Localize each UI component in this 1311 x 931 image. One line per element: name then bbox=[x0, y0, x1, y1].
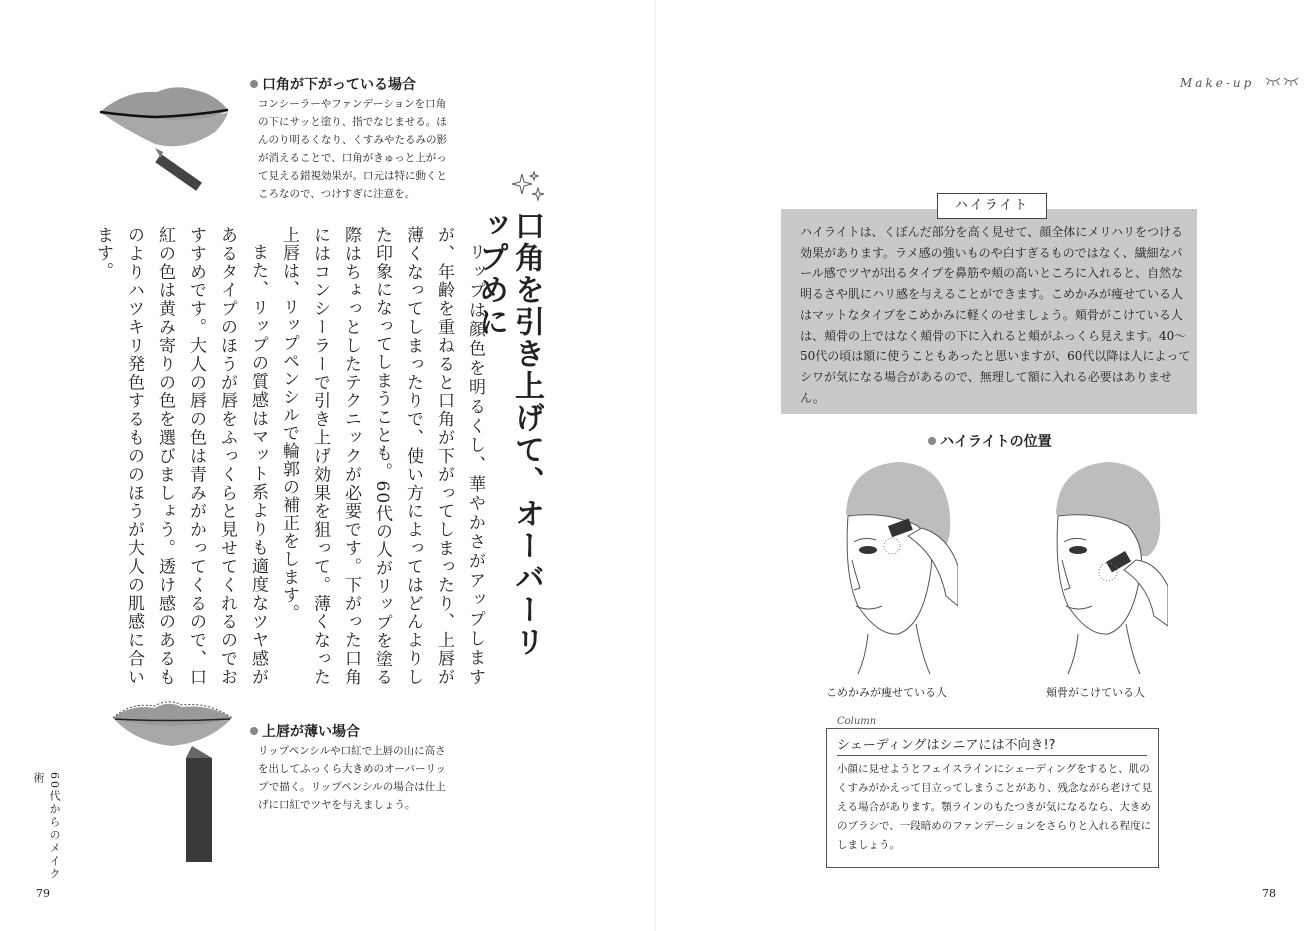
page-number-left: 79 bbox=[36, 887, 50, 900]
makeup-header: Make-up bbox=[1180, 76, 1255, 90]
column-divider bbox=[837, 755, 1147, 756]
lips-illustration-overlip bbox=[110, 700, 240, 865]
column-body: 小顔に見せようとフェイスラインにシェーディングをすると、肌のくすみがかえって目立ってしまうことがあり、残念ながら老けて見える場合があります。顎ラインのもたつきが気になるなら、大きめのブラシで、一段暗めのファンデーションをさらりと入れる程度にしましょう。 bbox=[837, 763, 1152, 851]
highlight-body: ハイライトは、くぼんだ部分を高く見せて、顔全体にメリハリをつける効果があります。ラメ感の強いものや白すぎるものではなく、繊細なパール感でツヤが出るタイプを鼻筋や頬の高いところに入れると、自然な明るさや肌にハリ感を与えることができます。こめかみが痩せている人はマットなタイプをこめかみに軽くのせましょう。頬骨がこけている人は、頬骨の上ではなく頬骨の下に入れると頬がふっくら見えます。40〜50代の頃は額に使うこともあったと思いますが、60代以降は人によってシワが気になる場合があるので、無理して額に入れる必要はありません。 bbox=[800, 225, 1191, 405]
body-paragraph-2: また、リップの質感はマット系よりも適度なツヤ感があるタイプのほうが唇をふっくらと見せてくれるのでおすすめです。大人の唇の色は青みがかってくるので、口紅の色は黄み寄りの色を選びましょう。透け感のあるものよりハツキリ発色するもののほうが大人の肌感に合います。 bbox=[93, 226, 268, 687]
column-tag: Column bbox=[833, 716, 880, 727]
main-title: 口角を引き上げて、オーバーリップめに bbox=[473, 210, 544, 658]
bullet-icon bbox=[250, 80, 258, 88]
face-illustration-temple bbox=[818, 456, 958, 676]
eyelash-icon bbox=[1264, 72, 1300, 88]
main-body bbox=[93, 226, 490, 687]
face-caption-1: こめかみが痩せている人 bbox=[826, 686, 947, 699]
tip2-body: リップペンシルや口紅で上唇の山に高さを出してふっくら大きめのオーバーリップで描く。リップペンシルの場合は仕上げに口紅でツヤを与えましょう。 bbox=[258, 745, 447, 811]
bullet-icon bbox=[250, 727, 258, 735]
side-label: 60代からのメイク術 bbox=[32, 772, 61, 881]
tip2-title: 上唇が薄い場合 bbox=[250, 721, 360, 741]
tip1-title: 口角が下がっている場合 bbox=[250, 74, 416, 94]
face-illustration-cheekbone bbox=[1028, 456, 1168, 676]
highlight-label: ハイライト bbox=[937, 193, 1047, 219]
bullet-icon bbox=[928, 437, 936, 445]
sparkle-icon bbox=[510, 170, 550, 206]
lips-illustration-corner-down bbox=[95, 82, 245, 192]
column-title: シェーディングはシニアには不向き!? bbox=[837, 738, 1056, 753]
position-title: ハイライトの位置 bbox=[928, 431, 1052, 451]
page-gutter bbox=[655, 0, 656, 931]
face-caption-2: 頬骨がこけている人 bbox=[1046, 686, 1145, 699]
body-paragraph-1: リップは顔色を明るくし、華やかさがアップしますが、年齢を重ねると口角が下がってしまったり、上唇が薄くなってしまったりで、使い方によってはどんよりした印象になってしまうことも。60代の人がリップを塗る際はちょっとしたテクニックが必要です。下がった口角にはコンシーラーで引き上げ効果を狙って。薄くなった上唇は、リップペンシルで輪郭の補正をします。 bbox=[279, 226, 485, 686]
tip1-body: コンシーラーやファンデーションを口角の下にサッと塗り、指でなじませる。ほんのり明るくなり、くすみやたるみの影が消えることで、口角がきゅっと上がって見える錯視効果が。口元は特に動くところなので、つけすぎに注意を。 bbox=[258, 98, 447, 200]
page-number-right: 78 bbox=[1262, 887, 1276, 900]
